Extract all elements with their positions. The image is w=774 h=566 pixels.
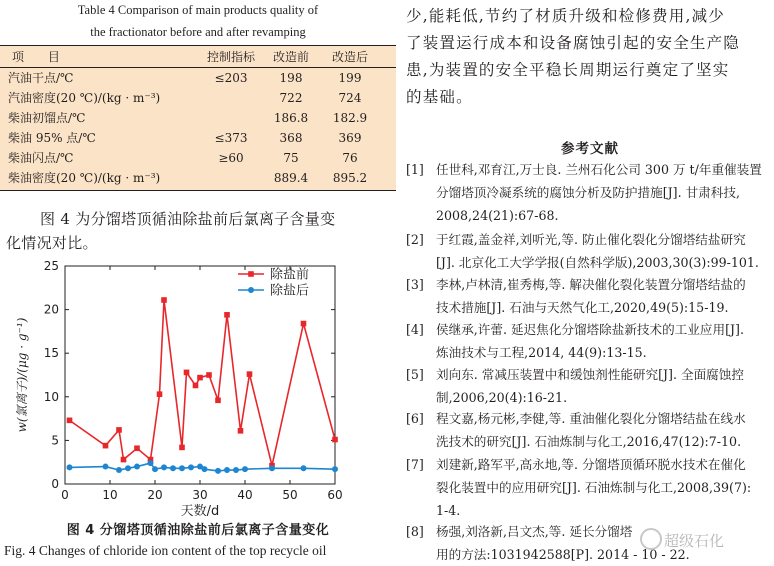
chloride-chart xyxy=(10,256,396,516)
table-header-cell: 改造前 xyxy=(272,50,309,64)
data-point-square xyxy=(332,437,338,443)
table-cell: 柴油密度(20 ℃)/(kg · m⁻³) xyxy=(8,171,161,185)
table-row xyxy=(0,169,396,189)
x-tick-label: 40 xyxy=(237,488,253,502)
table-cell: 182.9 xyxy=(332,111,368,125)
data-point-circle xyxy=(103,464,109,470)
data-point-circle xyxy=(224,467,230,473)
reference-line: 制,2006,20(4):16-21. xyxy=(436,390,568,405)
x-tick-label: 10 xyxy=(102,488,118,502)
reference-line: 程文嘉,杨元彬,李健,等. 重油催化裂化分馏塔结盐在线水 xyxy=(436,411,746,426)
data-point-square xyxy=(224,312,230,318)
y-tick-label: 5 xyxy=(51,433,59,448)
body-paragraph-line: 的基础。 xyxy=(406,88,473,106)
data-point-square xyxy=(67,418,73,424)
data-point-circle xyxy=(67,464,73,470)
y-axis-label: w(氯离子)/(μg · g⁻¹) xyxy=(15,317,29,433)
table-cell: 199 xyxy=(338,71,362,85)
body-paragraph-line: 患,为装置的安全平稳长周期运行奠定了坚实 xyxy=(406,61,730,79)
reference-number: [4] xyxy=(406,322,424,337)
table-caption-en-line1: Table 4 Comparison of main products quality of xyxy=(77,3,319,17)
reference-number: [3] xyxy=(406,277,424,292)
body-paragraph-line: 了装置运行成本和设备腐蚀引起的安全生产隐 xyxy=(406,34,741,52)
reference-line: 刘建新,路军平,高永地,等. 分馏塔顶循环脱水技术在催化 xyxy=(436,457,746,472)
table-cell: 895.2 xyxy=(332,171,368,185)
data-point-square xyxy=(184,370,190,376)
table-caption-en-line2: the fractionator before and after revamping xyxy=(90,25,306,39)
table-row xyxy=(0,149,396,169)
reference-line: 于红霞,盖金祥,刘听光,等. 防止催化裂化分馏塔结盐研究 xyxy=(436,232,746,247)
reference-line: 2008,24(21):67-68. xyxy=(436,208,559,223)
reference-number: [6] xyxy=(406,411,424,426)
reference-line: 炼油技术与工程,2014, 44(9):13-15. xyxy=(436,345,647,360)
table-row xyxy=(0,109,396,129)
data-point-square xyxy=(157,391,163,397)
data-point-circle xyxy=(179,465,185,471)
table-cell: 汽油干点/℃ xyxy=(8,71,74,85)
data-point-circle xyxy=(242,466,248,472)
reference-line: 杨强,刘洛新,吕文杰,等. 延长分馏塔 xyxy=(436,524,633,539)
table-header-cell: 控制指标 xyxy=(206,50,255,64)
table-header-cell: 项 目 xyxy=(12,50,70,64)
y-tick-label: 10 xyxy=(43,389,59,404)
reference-line: 刘向东. 常减压装置中和缓蚀剂性能研究[J]. 全面腐蚀控 xyxy=(436,367,744,382)
data-point-circle xyxy=(161,464,167,470)
data-point-circle xyxy=(332,466,338,472)
data-point-square xyxy=(215,397,221,403)
table-cell: 柴油 95% 点/℃ xyxy=(8,131,96,145)
reference-line: 1-4. xyxy=(436,503,461,518)
figure-caption-cn: 图 4 分馏塔顶循油除盐前后氯离子含量变化 xyxy=(66,523,330,538)
data-point-circle xyxy=(233,467,239,473)
body-paragraph-line: 少,能耗低,节约了材质升级和检修费用,减少 xyxy=(406,7,725,25)
reference-line: 任世科,邓育江,万士良. 兰州石化公司 300 万 t/年重催装置 xyxy=(436,162,762,177)
data-point-square xyxy=(193,383,199,389)
body-paragraph-line: 图 4 为分馏塔顶循油除盐前后氯离子含量变 xyxy=(40,210,336,228)
table-cell: 889.4 xyxy=(273,171,309,185)
series-line xyxy=(70,300,336,466)
reference-line: 用的方法:1031942588[P]. 2014 - 10 - 22. xyxy=(436,547,690,562)
reference-line: 李林,卢林清,崔秀梅,等. 解决催化裂化装置分馏塔结盐的 xyxy=(436,277,746,292)
legend-marker xyxy=(248,287,254,293)
table-cell: 722 xyxy=(279,91,303,105)
reference-number: [2] xyxy=(406,232,424,247)
legend-label: 除盐前 xyxy=(270,267,310,283)
chart-svg xyxy=(10,256,396,516)
data-point-circle xyxy=(152,466,158,472)
y-tick-label: 15 xyxy=(43,346,59,361)
data-point-square xyxy=(179,445,185,451)
data-point-square xyxy=(247,371,253,377)
reference-line: 分馏塔顶冷凝系统的腐蚀分析及防护措施[J]. 甘肃科技, xyxy=(436,185,740,200)
data-point-circle xyxy=(125,465,131,471)
figure-caption-en: Fig. 4 Changes of chloride ion content of the top recycle oil xyxy=(4,543,327,558)
table-cell: 369 xyxy=(338,131,362,145)
data-point-square xyxy=(301,321,307,327)
watermark-text: 超级石化 xyxy=(664,532,725,550)
quality-comparison-table xyxy=(0,45,396,191)
data-point-square xyxy=(121,457,127,463)
data-point-square xyxy=(134,445,140,451)
table-row xyxy=(0,69,396,89)
data-point-circle xyxy=(301,465,307,471)
reference-number: [5] xyxy=(406,367,424,382)
x-tick-label: 0 xyxy=(61,488,69,502)
x-tick-label: 30 xyxy=(192,488,208,502)
data-point-square xyxy=(197,375,203,381)
data-point-circle xyxy=(116,467,122,473)
watermark-logo-icon xyxy=(640,528,662,550)
table-cell: 198 xyxy=(279,71,303,85)
data-point-circle xyxy=(188,464,194,470)
data-point-square xyxy=(161,297,167,303)
data-point-circle xyxy=(148,460,154,466)
legend-label: 除盐后 xyxy=(270,283,310,299)
reference-line: 裂化装置中的应用研究[J]. 石油炼制与化工,2008,39(7): xyxy=(436,480,752,495)
x-tick-label: 50 xyxy=(282,488,298,502)
table-header-cell: 改造后 xyxy=(331,50,368,64)
table-cell: 368 xyxy=(279,131,303,145)
data-point-circle xyxy=(202,466,208,472)
reference-line: 技术措施[J]. 石油与天然气化工,2020,49(5):15-19. xyxy=(436,300,729,315)
y-tick-label: 25 xyxy=(43,259,59,273)
x-axis-label: 天数/d xyxy=(180,504,220,516)
data-point-circle xyxy=(269,465,275,471)
table-cell: ≤373 xyxy=(214,131,248,145)
table-cell: 75 xyxy=(283,151,299,165)
table-header-row xyxy=(0,48,396,68)
reference-number: [7] xyxy=(406,457,424,472)
table-cell: 柴油闪点/℃ xyxy=(8,151,74,165)
table-cell: 186.8 xyxy=(273,111,309,125)
reference-line: [J]. 北京化工大学学报(自然科学版),2003,30(3):99-101. xyxy=(436,255,759,270)
data-point-square xyxy=(103,443,109,449)
table-cell: 汽油密度(20 ℃)/(kg · m⁻³) xyxy=(8,91,161,105)
y-tick-label: 0 xyxy=(51,477,59,491)
data-point-square xyxy=(206,372,212,378)
table-cell: ≤203 xyxy=(214,71,248,85)
reference-number: [1] xyxy=(406,162,424,177)
data-point-square xyxy=(116,427,122,433)
table-cell: 76 xyxy=(342,151,358,165)
legend-marker xyxy=(248,271,254,277)
table-cell: 724 xyxy=(338,91,362,105)
data-point-square xyxy=(238,428,244,434)
table-cell: 柴油初馏点/℃ xyxy=(8,111,86,125)
x-tick-label: 20 xyxy=(147,488,163,502)
body-paragraph-line: 化情况对比。 xyxy=(6,234,98,252)
y-tick-label: 20 xyxy=(43,302,59,317)
x-tick-label: 60 xyxy=(327,488,343,502)
data-point-circle xyxy=(134,464,140,470)
table-row xyxy=(0,89,396,109)
reference-number: [8] xyxy=(406,524,424,539)
table-row xyxy=(0,129,396,149)
reference-line: 洗技术的研究[J]. 石油炼制与化工,2016,47(12):7-10. xyxy=(436,434,742,449)
references-heading: 参考文献 xyxy=(561,141,619,157)
data-point-circle xyxy=(170,465,176,471)
table-cell: ≥60 xyxy=(218,151,244,165)
reference-line: 侯继承,许蕾. 延迟焦化分馏塔除盐新技术的工业应用[J]. xyxy=(436,322,744,337)
data-point-circle xyxy=(215,468,221,474)
